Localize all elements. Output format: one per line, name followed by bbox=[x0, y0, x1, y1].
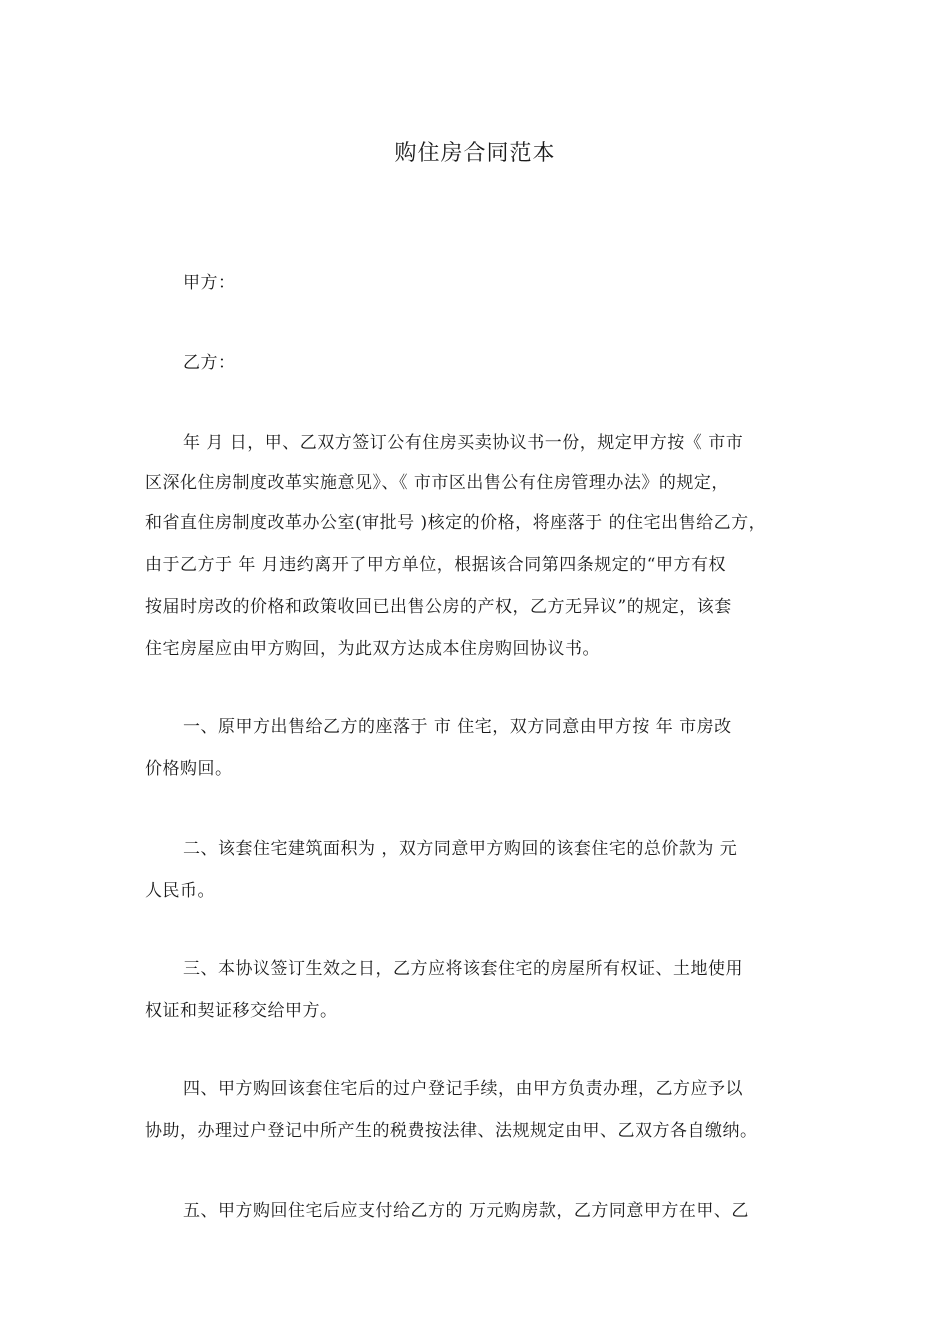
clause-five-line: 五、甲方购回住宅后应支付给乙方的 万元购房款，乙方同意甲方在甲、乙 bbox=[183, 1201, 749, 1221]
paragraph-line: 按届时房改的价格和政策收回已出售公房的产权，乙方无异议”的规定，该套 bbox=[145, 597, 732, 617]
clause-one-line: 一、原甲方出售给乙方的座落于 市 住宅，双方同意由甲方按 年 市房改 bbox=[183, 717, 732, 737]
paragraph-line: 和省直住房制度改革办公室(审批号 )核定的价格，将座落于 的住宅出售给乙方， bbox=[145, 513, 767, 533]
clause-three-line: 三、本协议签订生效之日，乙方应将该套住宅的房屋所有权证、土地使用 bbox=[183, 959, 743, 979]
party-a-line: 甲方： bbox=[183, 273, 236, 293]
clause-three-line: 权证和契证移交给甲方。 bbox=[145, 1001, 338, 1021]
clause-four-line: 协助，办理过户登记中所产生的税费按法律、法规规定由甲、乙双方各自缴纳。 bbox=[145, 1121, 758, 1141]
paragraph-line: 住宅房屋应由甲方购回，为此双方达成本住房购回协议书。 bbox=[145, 639, 600, 659]
party-b-line: 乙方： bbox=[183, 353, 236, 373]
paragraph-line: 年 月 日，甲、乙双方签订公有住房买卖协议书一份，规定甲方按《 市市 bbox=[183, 433, 744, 453]
document-title: 购住房合同范本 bbox=[394, 141, 556, 166]
clause-two-line: 二、该套住宅建筑面积为 ，双方同意甲方购回的该套住宅的总价款为 元 bbox=[183, 839, 738, 859]
clause-one-line: 价格购回。 bbox=[145, 759, 233, 779]
clause-two-line: 人民币。 bbox=[145, 881, 215, 901]
paragraph-line: 区深化住房制度改革实施意见》、《 市市区出售公有住房管理办法》的规定， bbox=[145, 473, 729, 493]
paragraph-line: 由于乙方于 年 月违约离开了甲方单位，根据该合同第四条规定的“甲方有权 bbox=[145, 555, 726, 575]
clause-four-line: 四、甲方购回该套住宅后的过户登记手续，由甲方负责办理，乙方应予以 bbox=[183, 1079, 743, 1099]
